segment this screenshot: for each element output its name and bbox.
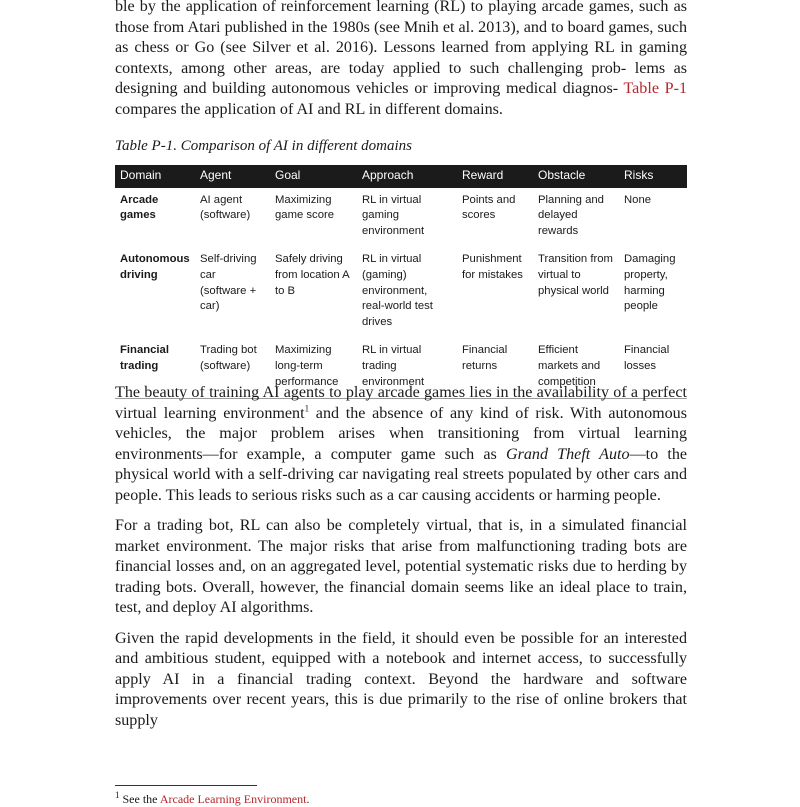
intro-line: lems as designing and building autonomous vehicles or improving medical diagnos- <box>115 59 688 97</box>
intro-line-end: compares the application of AI and RL in different domains. <box>115 100 503 118</box>
cell-risks: Financial losses <box>619 338 687 398</box>
cell-approach: RL in virtual (gaming) environment, real-world test drives <box>362 253 433 328</box>
developments-paragraph: Given the rapid developments in the field, it should even be possible for an interested and ambitious student, equipped with a notebook and internet access, to successfully apply AI in a financial trading context. Beyond the hardware and software improvements over recent years, this is due primarily to the rise of online brokers that supply <box>115 629 687 729</box>
paragraph-text: and the absence of any kind of risk. With autonomous vehicles, the major problem arises when transitioning from virtual learning environments—for example, a computer game such as <box>115 404 687 463</box>
cell-goal: Maximizing game score <box>275 193 335 222</box>
cell-agent: Trading bot (software) <box>195 338 270 398</box>
intro-line: as those from Atari published in the 1980s (see Mnih et al. 2013), and to board <box>115 0 687 36</box>
intro-line: in gaming contexts, among other areas, are today applied to such challenging prob- <box>115 39 687 77</box>
cell-agent: AI agent (software) <box>200 193 251 222</box>
cell-reward: Punishment for mistakes <box>462 253 523 281</box>
header-domain: Domain <box>115 165 195 188</box>
header-risks: Risks <box>619 165 687 188</box>
paragraph-text: —to the physical world with a self-driving car navigating real streets populated by other cars and people. This leads to serious risks such as a car causing accidents or harming people. <box>115 445 688 504</box>
header-reward: Reward <box>457 165 533 188</box>
comparison-table <box>115 165 687 399</box>
intro-line: games, such as chess or Go (see Silver et al. 2016). Lessons learned from applying RL <box>115 18 687 56</box>
cell-goal: Safely driving from location A to B <box>275 253 350 297</box>
table-caption: Table P-1. Comparison of AI in different domains <box>115 138 412 154</box>
arcade-paragraph <box>115 383 687 506</box>
table-row <box>115 247 687 338</box>
cell-agent: Self-driving car (software + car) <box>200 253 257 313</box>
intro-paragraph <box>115 0 687 120</box>
cell-approach: RL in virtual trading environment <box>357 338 457 398</box>
table-header-row <box>115 165 687 188</box>
cell-reward: Financial returns <box>457 338 533 398</box>
cell-obstacle: Efficient markets and competition <box>533 338 619 398</box>
cell-domain: Arcade games <box>120 193 159 222</box>
intro-line: ble by the application of reinforcement learning (RL) to playing arcade games, such <box>115 0 669 15</box>
footnote-number: 1 <box>115 790 120 800</box>
cell-risks: None <box>624 193 652 206</box>
table-reference-link[interactable]: Table P-1 <box>623 80 687 97</box>
game-title: Grand Theft Auto <box>505 445 630 463</box>
paragraph-text: The beauty of training AI agents to play arcade games lies in the availability of a perfect virtual learning environment <box>115 384 687 422</box>
footnote-text: See the <box>122 792 160 806</box>
cell-reward: Points and scores <box>462 193 516 222</box>
header-approach: Approach <box>357 165 457 188</box>
cell-obstacle: Transition from virtual to physical world <box>538 253 613 297</box>
cell-risks: Damaging property, harming people <box>624 253 676 313</box>
trading-bot-paragraph: For a trading bot, RL can also be completely virtual, that is, in a simulated financial market environment. The major risks that arise from malfunctioning trading bots are financial losses and, on an aggregated level, potential systematic risks due to herding by trading bots. Overall, however, the financial domain seems like an ideal place to train, test, and deploy AI algorithms. <box>115 517 687 616</box>
table-row <box>115 188 687 248</box>
header-goal: Goal <box>270 165 357 188</box>
cell-domain: Financial trading <box>115 338 195 398</box>
footnote-marker[interactable]: 1 <box>304 403 310 414</box>
cell-goal: Maximizing long-term performance <box>270 338 357 398</box>
cell-obstacle: Planning and delayed rewards <box>538 193 604 237</box>
header-obstacle: Obstacle <box>533 165 619 188</box>
cell-domain: Autonomous driving <box>120 253 190 281</box>
footnote-link[interactable]: Arcade Learning Environment <box>159 792 307 806</box>
footnote-end: . <box>306 792 310 806</box>
footnote-divider <box>115 785 257 786</box>
cell-approach: RL in virtual gaming environment <box>362 193 425 237</box>
header-agent: Agent <box>195 165 270 188</box>
